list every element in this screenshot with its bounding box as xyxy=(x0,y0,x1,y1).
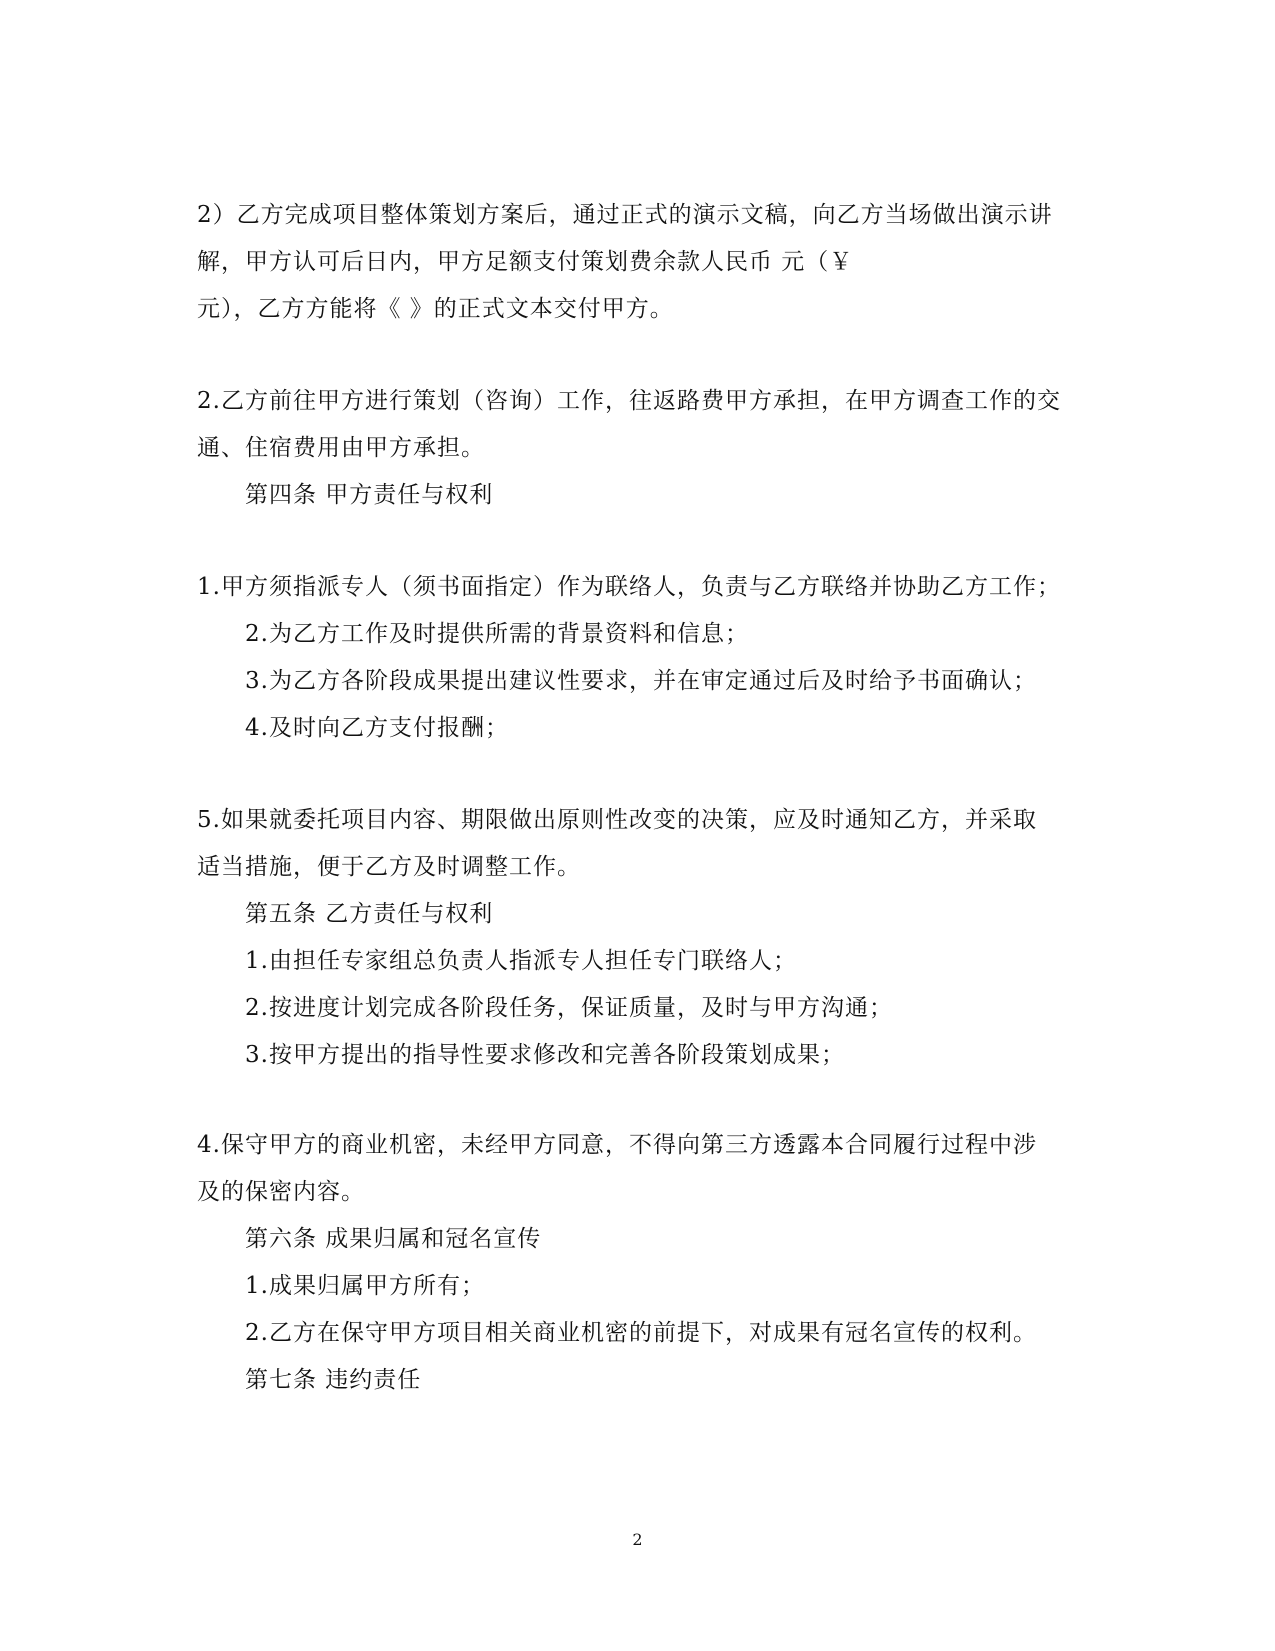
text-line: 解，甲方认可后日内，甲方足额支付策划费余款人民币 元（￥ xyxy=(197,249,854,275)
section-heading: 第六条 成果归属和冠名宣传 xyxy=(245,1226,542,1252)
text-line: 1.成果归属甲方所有； xyxy=(245,1273,485,1299)
text-line: 5.如果就委托项目内容、期限做出原则性改变的决策，应及时通知乙方，并采取 xyxy=(197,807,1037,833)
text-line: 3.为乙方各阶段成果提出建议性要求，并在审定通过后及时给予书面确认； xyxy=(245,668,1037,694)
text-line: 4.及时向乙方支付报酬； xyxy=(245,715,509,741)
text-line: 2.为乙方工作及时提供所需的背景资料和信息； xyxy=(245,621,749,647)
text-line: 4.保守甲方的商业机密，未经甲方同意，不得向第三方透露本合同履行过程中涉 xyxy=(197,1132,1037,1158)
text-line: 通、住宿费用由甲方承担。 xyxy=(197,435,485,461)
text-line: 元），乙方方能将《 》的正式文本交付甲方。 xyxy=(197,296,674,322)
text-line: 1.由担任专家组总负责人指派专人担任专门联络人； xyxy=(245,948,797,974)
section-heading: 第四条 甲方责任与权利 xyxy=(245,482,494,508)
text-line: 及的保密内容。 xyxy=(197,1179,365,1205)
text-line: 适当措施，便于乙方及时调整工作。 xyxy=(197,854,581,880)
text-line: 2.乙方前往甲方进行策划（咨询）工作，往返路费甲方承担，在甲方调查工作的交 xyxy=(197,388,1061,414)
text-line: 1.甲方须指派专人（须书面指定）作为联络人，负责与乙方联络并协助乙方工作； xyxy=(197,574,1061,600)
section-heading: 第七条 违约责任 xyxy=(245,1367,422,1393)
text-line: 2.乙方在保守甲方项目相关商业机密的前提下，对成果有冠名宣传的权利。 xyxy=(245,1320,1037,1346)
text-line: 3.按甲方提出的指导性要求修改和完善各阶段策划成果； xyxy=(245,1042,845,1068)
text-line: 2）乙方完成项目整体策划方案后，通过正式的演示文稿，向乙方当场做出演示讲 xyxy=(197,202,1053,228)
section-heading: 第五条 乙方责任与权利 xyxy=(245,901,494,927)
page-number: 2 xyxy=(632,1530,643,1549)
text-line: 2.按进度计划完成各阶段任务，保证质量，及时与甲方沟通； xyxy=(245,995,893,1021)
